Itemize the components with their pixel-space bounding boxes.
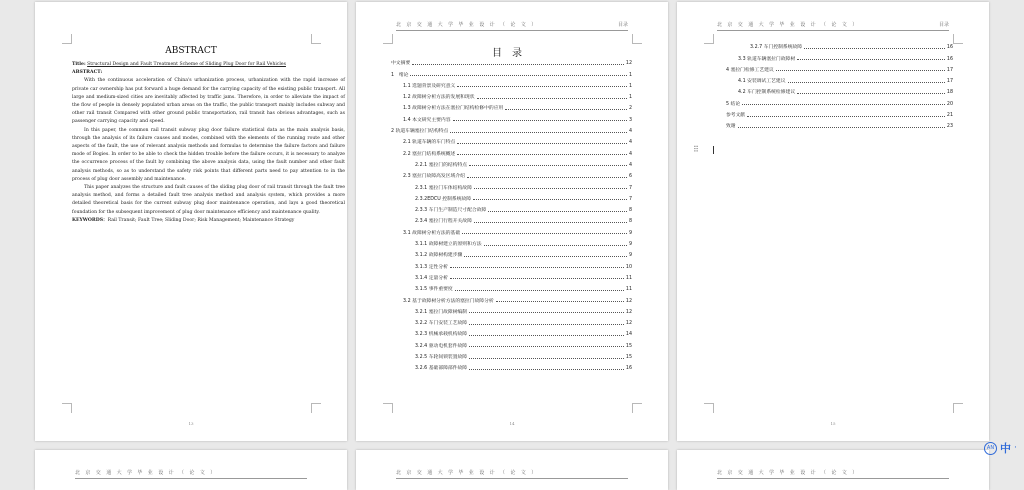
toc-page-number: 12	[625, 309, 632, 315]
toc-page-number: 4	[628, 129, 632, 135]
toc-entry-text: 5 结论	[726, 101, 741, 107]
toc-entry-text: 2.3.1 塞拉门车体结构故障	[415, 185, 472, 191]
toc-entry[interactable]	[391, 292, 632, 303]
toc-entry-text: 3.2 基于故障树分析方法的塞拉门故障分析	[403, 298, 494, 304]
toc-entry[interactable]	[391, 349, 632, 360]
toc-entry[interactable]	[726, 118, 953, 129]
toc-entry[interactable]	[391, 258, 632, 269]
toc-dot-leader	[742, 104, 945, 105]
toc-page-number: 10	[625, 264, 632, 270]
toc-entry-text: 4.2 车门控制系统检修建议	[738, 90, 796, 96]
toc-entry[interactable]	[726, 39, 953, 50]
document-page-toc	[356, 2, 668, 441]
toc-page-number: 17	[946, 67, 953, 73]
header-left: 北京交通大学毕业设计（论文）	[396, 470, 542, 476]
toc-entry-text: 3.2.5 车轮间锁装置故障	[415, 355, 468, 361]
document-page-abstract	[35, 2, 347, 441]
toc-entry[interactable]	[391, 304, 632, 315]
toc-dot-leader	[477, 98, 627, 99]
toc-entry[interactable]	[391, 191, 632, 202]
toc-entry[interactable]	[726, 95, 953, 106]
toc-dot-leader	[738, 127, 945, 128]
crop-mark	[704, 403, 714, 413]
toc-entry-text: 2.1 轨道车辆的车门特点	[403, 140, 456, 146]
document-page-toc-continued	[677, 2, 989, 441]
toc-entry-text: 2.2 塞拉门结构系统概述	[403, 151, 456, 157]
crop-mark	[383, 403, 393, 413]
crop-mark	[311, 403, 321, 413]
toc-list	[726, 39, 953, 129]
toc-entry-text: 2 轨道车辆塞拉门结构特点	[391, 129, 449, 135]
page-header	[717, 469, 949, 479]
toc-entry[interactable]	[726, 73, 953, 84]
toc-dot-leader	[474, 222, 627, 223]
toc-entry-text: 3.2.4 驱动电机套件故障	[415, 343, 468, 349]
toc-entry[interactable]	[391, 66, 632, 77]
crop-mark	[632, 403, 642, 413]
toc-entry[interactable]	[391, 360, 632, 371]
toc-dot-leader	[450, 267, 624, 268]
toc-dot-leader	[450, 278, 624, 279]
toc-entry-text: 3.2.2 车门安装工艺故障	[415, 321, 468, 327]
toc-entry[interactable]	[391, 281, 632, 292]
keywords-label: KEYWORDS：	[72, 217, 108, 223]
toc-dot-leader	[488, 211, 627, 212]
toc-page-number: 7	[628, 196, 632, 202]
toc-dot-leader	[797, 59, 945, 60]
toc-entry-text: 3.1 故障树分析方法的基础	[403, 230, 461, 236]
header-right: 目录	[938, 22, 949, 28]
crop-mark	[632, 34, 642, 44]
toc-page-number: 21	[946, 113, 953, 119]
toc-entry[interactable]	[391, 134, 632, 145]
toc-page-number: 9	[628, 253, 632, 259]
toc-page-number: 9	[628, 242, 632, 248]
toc-entry[interactable]	[391, 55, 632, 66]
toc-entry[interactable]	[391, 111, 632, 122]
toc-dot-leader	[496, 301, 624, 302]
toc-entry[interactable]	[726, 84, 953, 95]
header-left: 北京交通大学毕业设计（论文）	[396, 22, 542, 28]
toc-entry-text: 1.4 本文研究主要内容	[403, 117, 451, 123]
crop-mark	[62, 34, 72, 44]
page-number: 14	[509, 421, 515, 426]
toc-dot-leader	[474, 188, 627, 189]
toc-entry[interactable]	[391, 157, 632, 168]
toc-entry-text: 3.1.5 事件重要度	[415, 287, 453, 293]
toc-dot-leader	[457, 154, 627, 155]
toc-page-number: 4	[628, 162, 632, 168]
header-right: 目录	[617, 22, 628, 28]
toc-heading: 目录	[492, 48, 532, 59]
toc-entry[interactable]	[391, 247, 632, 258]
toc-dot-leader	[469, 358, 624, 359]
toc-entry-text: 3.2.3 机械承载机构故障	[415, 332, 468, 338]
toc-page-number: 18	[946, 90, 953, 96]
toc-page-number: 12	[625, 321, 632, 327]
toc-dot-leader	[462, 233, 627, 234]
header-left: 北京交通大学毕业设计（论文）	[717, 470, 863, 476]
header-left: 北京交通大学毕业设计（论文）	[75, 470, 221, 476]
crop-mark	[383, 34, 393, 44]
toc-entry[interactable]	[391, 236, 632, 247]
toc-entry[interactable]	[391, 145, 632, 156]
toc-entry-text: 2.3.2EDCU 控制系统故障	[415, 196, 472, 202]
toc-entry[interactable]	[391, 123, 632, 134]
toc-entry[interactable]	[391, 326, 632, 337]
language-widget[interactable]	[984, 440, 1017, 456]
thesis-title: Structural Design and Fault Treatment Scheme of Sliding Plug Door for Rail Vehicles	[87, 62, 286, 67]
toc-page-number: 11	[625, 275, 632, 281]
toc-entry[interactable]	[391, 270, 632, 281]
toc-entry-text: 2.3.4 塞拉门行程开关故障	[415, 219, 472, 225]
toc-page-number: 1	[628, 95, 632, 101]
toc-page-number: 1	[628, 72, 632, 78]
toc-dot-leader	[410, 75, 626, 76]
toc-entry-text: 4.1 安装调试工艺建议	[738, 79, 786, 85]
toc-entry[interactable]	[391, 315, 632, 326]
toc-entry[interactable]	[391, 89, 632, 100]
toc-entry-text: 3.1.3 定性分析	[415, 264, 448, 270]
abstract-heading: ABSTRACT	[165, 46, 217, 56]
toc-entry-text: 3.1.1 故障树建立的原则和方法	[415, 242, 482, 248]
toc-entry-text: 3.2.6 基础部障部件故障	[415, 366, 468, 372]
toc-entry-text: 2.2.1 塞拉门的结构特点	[415, 162, 468, 168]
toc-entry-text: 中文摘要	[391, 61, 411, 67]
toc-page-number: 8	[628, 219, 632, 225]
toc-entry-text: 2.3.3 车门生产制造尺寸配合故障	[415, 208, 487, 214]
toc-page-number: 4	[628, 151, 632, 157]
language-toggle[interactable]: 中	[1000, 442, 1011, 455]
document-page-next	[35, 450, 347, 490]
toc-entry-text: 3.1.4 定量分析	[415, 275, 448, 281]
toc-dot-leader	[450, 132, 627, 133]
toc-page-number: 8	[628, 208, 632, 214]
toc-page-number: 3	[628, 117, 632, 123]
toc-entry[interactable]	[391, 78, 632, 89]
toc-dot-leader	[455, 290, 624, 291]
toc-page-number: 1	[628, 83, 632, 89]
toc-page-number: 12	[625, 61, 632, 67]
keywords-text: Rail Transit; Fault Tree; Sliding Door; Risk Management; Maintenance Strategy	[107, 217, 295, 223]
toc-dot-leader	[469, 165, 627, 166]
toc-dot-leader	[469, 324, 624, 325]
crop-mark	[953, 403, 963, 413]
toc-dot-leader	[412, 64, 624, 65]
toc-entry[interactable]	[391, 179, 632, 190]
abstract-label: ABSTRACT:	[72, 70, 103, 76]
toc-dot-leader	[467, 177, 627, 178]
toc-entry-text: 1.2 故障树分析方法的发展和现状	[403, 95, 475, 101]
toc-dot-leader	[469, 346, 624, 347]
toc-page-number: 14	[625, 332, 632, 338]
toc-entry[interactable]	[391, 168, 632, 179]
abstract-paragraph: In this paper, the common rail transit subway plug door failure statistical data as the main analysis basis, through the analysis of its failure causes and modes, combined with the elements of the running route and other aspects of the fault, the use of relevant analysis methods and formulas to determine the failure factors and failure mode of Bogies. In order to be able to check the hidden trouble before the failure occurs, it is necessary to analyze the occurrence process of the fault by combining the above analysis data, using the fault number and other fault analysis methods, so as to understand the safety risk points that different parts need to pay attention to in the process of plug door assembly and maintenance.	[72, 127, 345, 182]
page-number: 15	[830, 421, 836, 426]
toc-page-number: 12	[625, 298, 632, 304]
toc-page-number: 17	[946, 79, 953, 85]
toc-entry-text: 3.2.1 塞拉门故障树编制	[415, 309, 468, 315]
toc-entry-text: 1 绪论	[391, 72, 409, 78]
toc-dot-leader	[457, 143, 627, 144]
toc-dot-leader	[747, 116, 945, 117]
toc-dot-leader	[457, 86, 627, 87]
toc-entry-text: 1.1 选题背景及研究意义	[403, 83, 456, 89]
toc-entry-text: 3.2.7 车门控制系统故障	[750, 45, 803, 51]
text-cursor	[713, 146, 714, 154]
toc-dot-leader	[464, 256, 627, 257]
toc-page-number: 7	[628, 185, 632, 191]
toc-entry-text: 致谢	[726, 124, 736, 130]
toc-entry[interactable]	[726, 107, 953, 118]
toc-dot-leader	[505, 109, 627, 110]
toc-dot-leader	[473, 199, 627, 200]
toc-entry[interactable]	[391, 224, 632, 235]
page-header	[396, 469, 628, 479]
document-page-next	[356, 450, 668, 490]
crop-mark	[311, 34, 321, 44]
page-header	[396, 21, 628, 31]
title-label: Title:	[72, 62, 86, 67]
page-number: 13	[188, 421, 194, 426]
toc-dot-leader	[788, 82, 945, 83]
crop-mark	[704, 34, 714, 44]
header-left: 北京交通大学毕业设计（论文）	[717, 22, 863, 28]
toc-page-number: 11	[625, 287, 632, 293]
toc-entry[interactable]	[726, 50, 953, 61]
toc-entry-text: 2.3 塞拉门故障高发区域介绍	[403, 174, 465, 180]
toc-dot-leader	[804, 48, 945, 49]
abstract-paragraph: This paper analyzes the structure and fault causes of the sliding plug door of rail transit through the fault tree analysis method, and forms a detailed fault tree analysis method and analysis system, which provides a more detailed theoretical basis for the current subway plug door maintenance operation, and lays a good theoretical foundation for the subsequent improvement of plug door maintenance efficiency and maintenance quality.	[72, 185, 345, 215]
drag-handle-icon[interactable]: ⠿	[693, 145, 699, 154]
toc-page-number: 6	[628, 174, 632, 180]
toc-page-number: 2	[628, 106, 632, 112]
crop-mark	[953, 34, 963, 44]
toc-page-number: 4	[628, 140, 632, 146]
toc-dot-leader	[776, 70, 945, 71]
toc-dot-leader	[453, 120, 627, 121]
toc-entry-text: 3.1.2 故障树构建步骤	[415, 253, 463, 259]
toc-entry[interactable]	[391, 202, 632, 213]
abstract-paragraph: With the continuous acceleration of China's urbanization process, urbanization with the rapid increase of private car ownership has put forward a huge demand for the carrying capacity of the existing public transport. All large and medium-sized cities are inevitably affected by traffic jams. Therefore, in order to alleviate the impact of the flow of people in densely populated urban areas on the traffic, the public transport mainly includes subway and other rail transit Compared with other ground public transportation, rail transit has obvious advantages, such as passenger carrying capacity and speed.	[72, 78, 345, 125]
toc-entry[interactable]	[726, 62, 953, 73]
toc-dot-leader	[469, 312, 624, 313]
toc-dot-leader	[484, 245, 627, 246]
toc-list	[391, 55, 632, 371]
toc-entry-text: 1.3 故障树分析方法在塞拉门结构检修中的应用	[403, 106, 504, 112]
page-header	[717, 21, 949, 31]
toc-page-number: 15	[625, 355, 632, 361]
toc-dot-leader	[469, 369, 624, 370]
abstract-body[interactable]	[72, 61, 345, 225]
toc-entry-text: 3.3 轨道车辆塞拉门故障树	[738, 56, 796, 62]
page-header	[75, 469, 307, 479]
toc-entry-text: 4 塞拉门检修工艺建议	[726, 67, 774, 73]
assistant-icon[interactable]: AN	[984, 442, 997, 455]
toc-dot-leader	[469, 335, 624, 336]
crop-mark	[62, 403, 72, 413]
toc-page-number: 23	[946, 124, 953, 130]
toc-dot-leader	[797, 93, 945, 94]
toc-page-number: 9	[628, 230, 632, 236]
toc-page-number: 16	[625, 366, 632, 372]
toc-page-number: 16	[946, 45, 953, 51]
toc-entry[interactable]	[391, 337, 632, 348]
toc-entry-text: 参考文献	[726, 113, 746, 119]
toc-entry[interactable]	[391, 100, 632, 111]
toc-page-number: 20	[946, 101, 953, 107]
toc-page-number: 15	[625, 343, 632, 349]
document-page-next	[677, 450, 989, 490]
toc-entry[interactable]	[391, 213, 632, 224]
toc-page-number: 16	[946, 56, 953, 62]
punctuation-toggle[interactable]: ·	[1014, 443, 1017, 453]
